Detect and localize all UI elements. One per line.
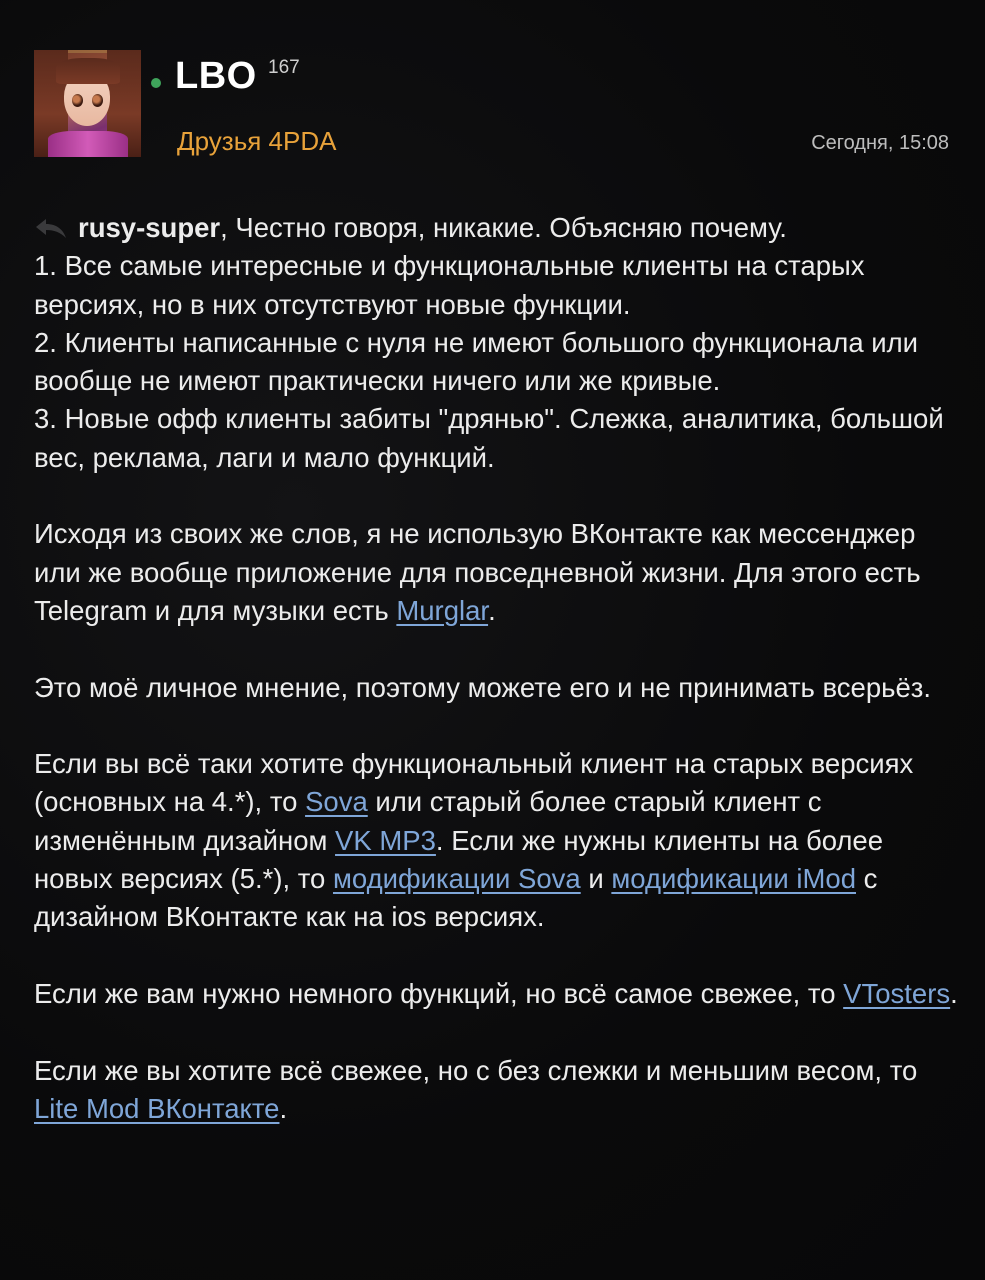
list-item-3: 3. Новые офф клиенты забиты "дрянью". Слежка, аналитика, большой вес, реклама, лаги и мало функций. xyxy=(34,403,944,473)
online-status-dot xyxy=(151,78,161,88)
paragraph-6-text: Если же вы хотите всё свежее, но с без слежки и меньшим весом, то xyxy=(34,1054,918,1086)
link-sova[interactable]: Sova xyxy=(305,786,368,818)
paragraph-5 xyxy=(34,975,959,1013)
avatar-eye-right xyxy=(92,94,103,107)
paragraph-4 xyxy=(34,745,959,936)
paragraph-4-text-c: . Если же нужны клиенты на более новых версиях (5.*), то xyxy=(34,824,884,895)
list-item-2: 2. Клиенты написанные с нуля не имеют большого функционала или вообще не имеют практически ничего или же кривые. xyxy=(34,326,919,397)
reply-text: , Честно говоря, никакие. Объясняю почему. xyxy=(220,212,787,243)
paragraph-4-text-b: или старый более старый клиент с изменённым дизайном xyxy=(34,786,822,856)
link-murglar[interactable]: Murglar xyxy=(396,594,489,626)
author-group: Друзья 4PDA xyxy=(177,126,337,156)
link-imod-mods[interactable]: модификации iMod xyxy=(611,863,856,895)
paragraph-5-text: Если же вам нужно немного функций, но всё самое свежее, то xyxy=(34,977,844,1009)
link-sova-mods[interactable]: модификации Sova xyxy=(332,863,581,895)
paragraph-gap xyxy=(34,630,959,668)
author-reputation[interactable]: 167 xyxy=(268,57,300,78)
paragraph-gap xyxy=(34,707,959,745)
post-body xyxy=(34,209,959,1128)
link-vk-mp3[interactable]: VK MP3 xyxy=(335,824,436,856)
paragraph-6-end: . xyxy=(279,1092,288,1124)
paragraph-4-text-a: Если вы всё таки хотите функциональный клиент на старых версиях (основных на 4.*), то xyxy=(34,748,914,818)
paragraph-2-text: Исходя из своих же слов, я не использую ВКонтакте как мессенджер или же вообще приложение для повседневной жизни. Для этого есть Telegram и для музыки есть xyxy=(34,518,921,626)
paragraph-4-text-e: с дизайном ВКонтакте как на ios версиях. xyxy=(34,863,878,933)
list-item-1: 1. Все самые интересные и функциональные клиенты на старых версиях, но в них отсутствуют новые функции. xyxy=(34,250,865,320)
avatar-eye-left xyxy=(72,94,83,107)
paragraph-6 xyxy=(34,1052,959,1129)
post-timestamp: Сегодня, 15:08 xyxy=(811,132,949,154)
author-name[interactable]: LBO xyxy=(175,55,257,97)
avatar-clothing xyxy=(48,131,128,157)
paragraph-3: Это моё личное мнение, поэтому можете его и не принимать всерьёз. xyxy=(34,671,932,703)
paragraph-2 xyxy=(34,515,959,630)
paragraph-gap xyxy=(34,477,959,515)
paragraph-gap xyxy=(34,1013,959,1051)
paragraph-5-end: . xyxy=(950,977,958,1009)
link-lite-mod[interactable]: Lite Mod ВКонтакте xyxy=(34,1092,280,1124)
avatar-bangs xyxy=(56,58,120,84)
link-vtosters[interactable]: VTosters xyxy=(843,977,951,1009)
post-line-reply xyxy=(34,209,959,247)
paragraph-gap xyxy=(34,937,959,975)
user-avatar[interactable] xyxy=(34,50,141,157)
paragraph-2-end: . xyxy=(488,594,496,626)
reply-mention[interactable]: rusy-super xyxy=(78,212,221,243)
paragraph-4-text-d: и xyxy=(580,863,612,895)
reply-arrow-icon[interactable] xyxy=(34,217,68,239)
